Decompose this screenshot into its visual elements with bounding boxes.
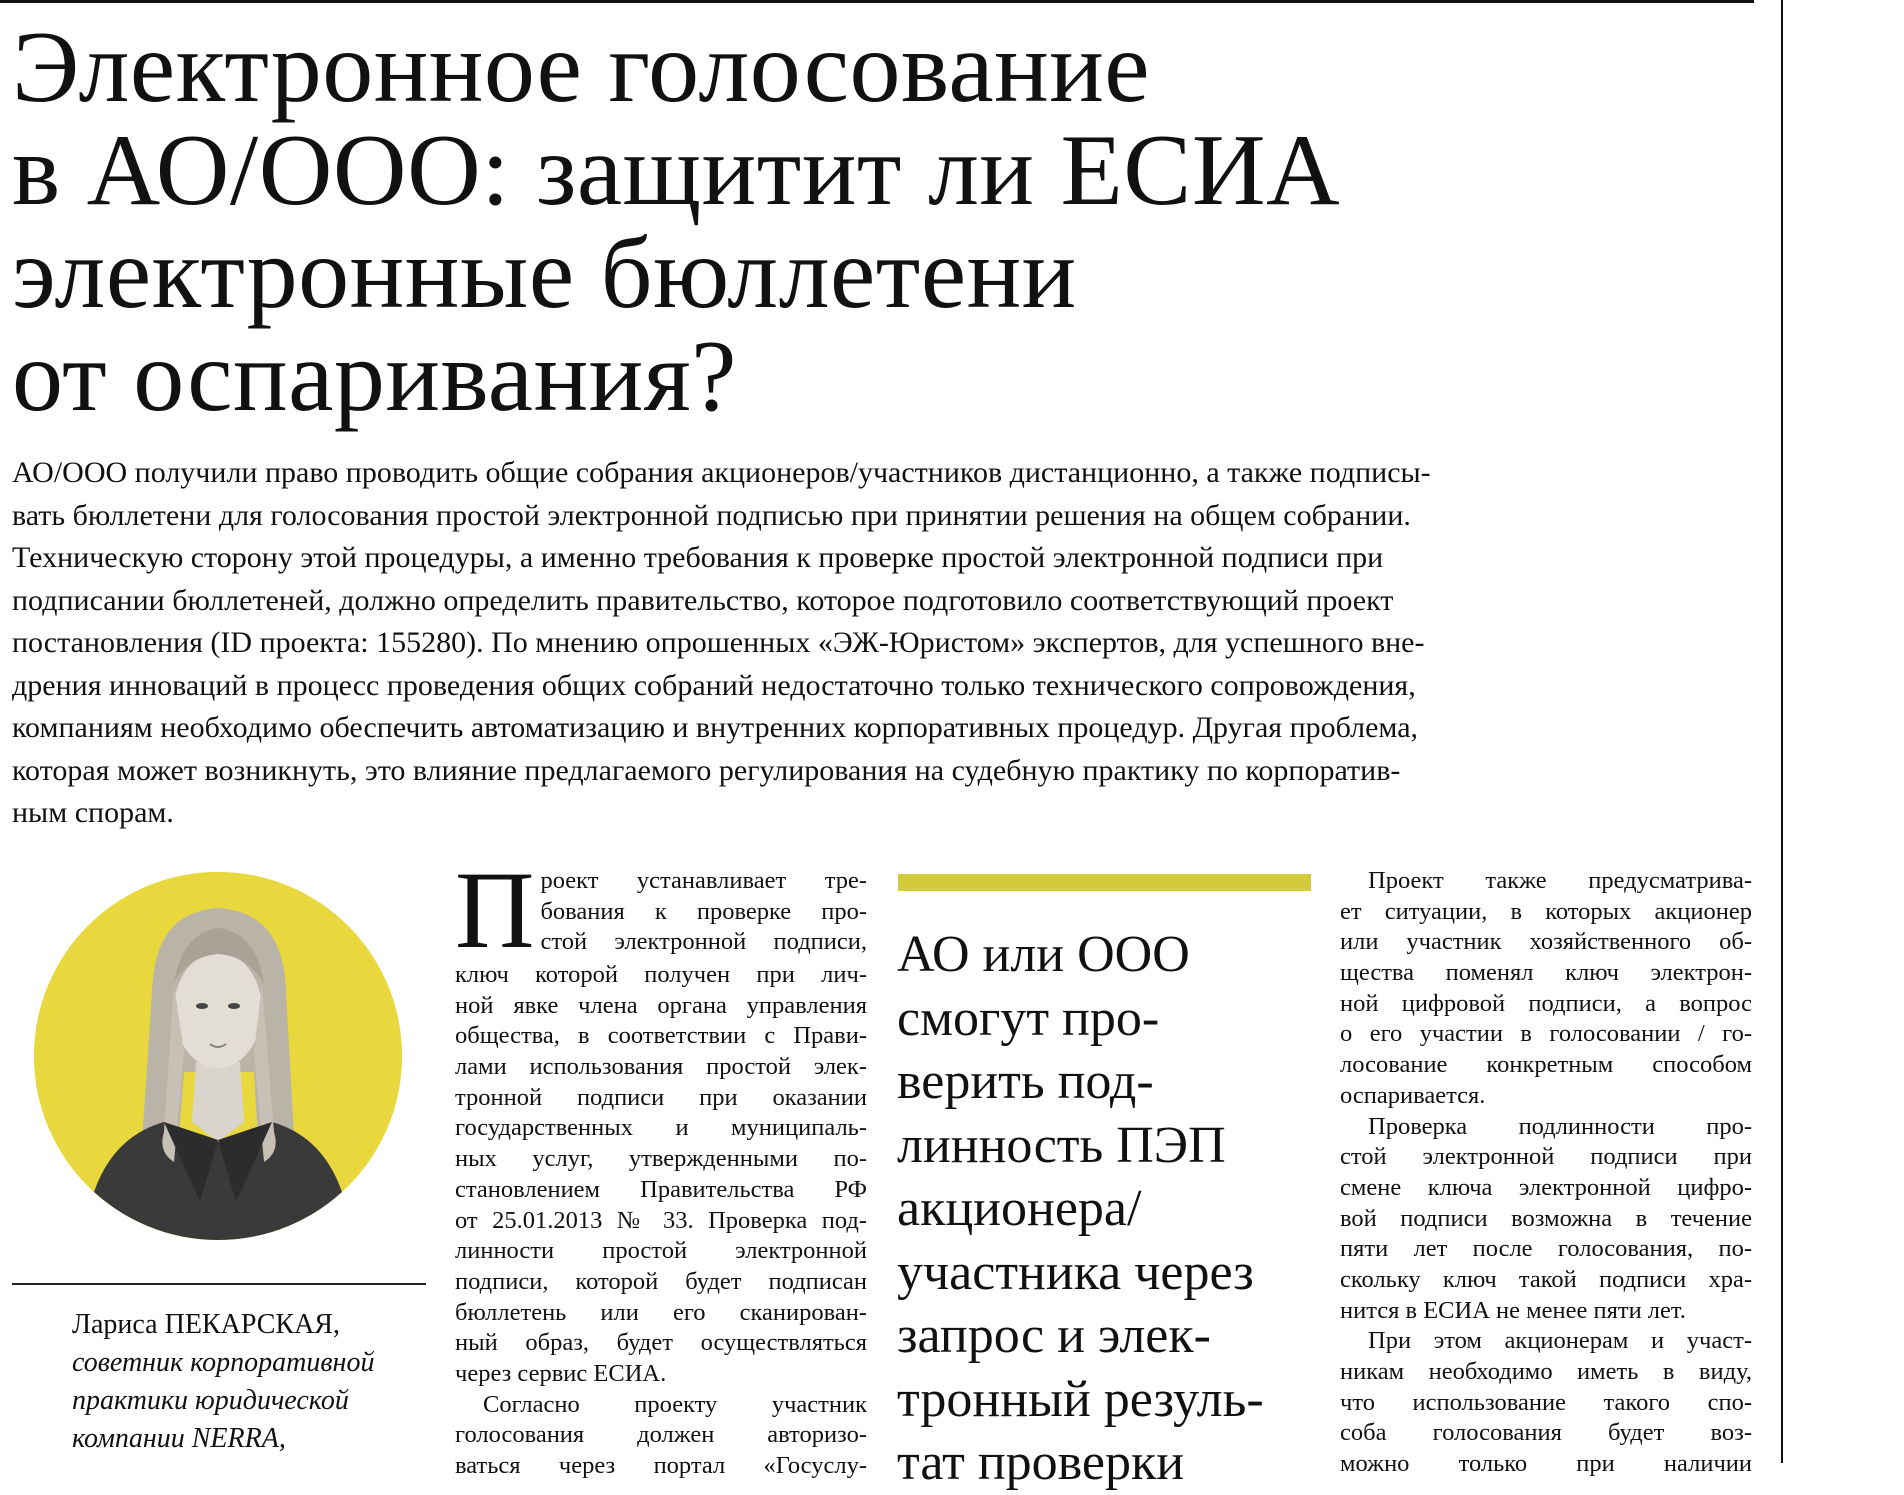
lede-line: Техническую сторону этой процедуры, а именно требования к проверке простой электронной подписи при bbox=[12, 541, 1384, 574]
column-line: ных услуг, утвержденными по- bbox=[455, 1145, 867, 1173]
column-line: становлением Правительства РФ bbox=[455, 1175, 867, 1203]
column-line: через сервис ЕСИА. bbox=[455, 1359, 667, 1387]
column-line: стой электронной подписи, bbox=[540, 928, 867, 956]
column-line: ный образ, будет осуществляться bbox=[455, 1329, 867, 1357]
pullquote-line: акционера/ bbox=[897, 1180, 1142, 1237]
article-column-right bbox=[1340, 866, 1752, 1480]
pullquote-line: верить под- bbox=[897, 1053, 1154, 1110]
column-line: голосования должен авторизо- bbox=[455, 1421, 867, 1449]
pullquote-line: тат проверки bbox=[897, 1434, 1185, 1491]
column-line: или участник хозяйственного об- bbox=[1340, 928, 1752, 956]
drop-cap: П bbox=[455, 849, 535, 971]
column-line: общества, в соответствии с Прави- bbox=[455, 1022, 867, 1050]
lede-line: вать бюллетени для голосования простой электронной подписью при принятии решения на общем собрании. bbox=[12, 498, 1411, 532]
column-line: государственных и муниципаль- bbox=[455, 1114, 867, 1142]
lede-line: АО/ООО получили право проводить общие собрания акционеров/участников дистанционно, а также подписы- bbox=[12, 456, 1431, 489]
column-line: лами использования простой элек- bbox=[455, 1053, 867, 1081]
headline-line: Электронное голосование bbox=[12, 11, 1151, 124]
page-edge-rule bbox=[1781, 0, 1783, 1463]
expert-role-line: советник корпоративной bbox=[72, 1347, 375, 1378]
column-line: бования к проверке про- bbox=[540, 897, 867, 925]
column-line: Проект также предусматрива- bbox=[1368, 867, 1752, 894]
headline-line: электронные бюллетени bbox=[12, 217, 1077, 330]
column-line: Проверка подлинности про- bbox=[1368, 1112, 1752, 1140]
expert-caption bbox=[72, 1306, 432, 1458]
column-line: стой электронной подписи при bbox=[1340, 1143, 1752, 1171]
column-line: скольку ключ такой подписи хра- bbox=[1340, 1265, 1752, 1293]
column-line: ной явке члена органа управления bbox=[455, 991, 867, 1019]
pullquote bbox=[897, 923, 1327, 1495]
column-line: о его участии в голосовании / го- bbox=[1340, 1020, 1752, 1048]
article-lede bbox=[12, 452, 1757, 835]
column-line: что использование такого спо- bbox=[1340, 1388, 1752, 1416]
article-headline bbox=[12, 11, 1712, 433]
pullquote-line: смогут про- bbox=[897, 989, 1160, 1047]
column-line: ет ситуации, в которых акционер bbox=[1340, 897, 1752, 925]
column-line: бюллетень или его сканирован- bbox=[455, 1298, 867, 1326]
expert-name: Лариса ПЕКАРСКАЯ, bbox=[72, 1309, 340, 1340]
lede-line: подписании бюллетеней, должно определить правительство, которое подготовило соответствующий проект bbox=[12, 583, 1394, 617]
pullquote-line: запрос и элек- bbox=[897, 1307, 1211, 1364]
column-line: от 25.01.2013 № 33. Проверка под- bbox=[455, 1206, 867, 1234]
column-line: смене ключа электронной цифро- bbox=[1340, 1173, 1752, 1201]
portrait-illustration bbox=[34, 872, 402, 1240]
lede-line: которая может возникнуть, это влияние предлагаемого регулирования на судебную практику по корпоратив- bbox=[12, 753, 1401, 787]
headline-line: в АО/ООО: защитит ли ЕСИА bbox=[12, 114, 1341, 227]
headline-line: от оспаривания? bbox=[12, 320, 737, 433]
column-line: тронной подписи при оказании bbox=[455, 1083, 867, 1111]
column-line: ключ которой получен при лич- bbox=[455, 961, 867, 988]
pullquote-line: тронный резуль- bbox=[897, 1370, 1264, 1428]
column-line: подписи, которой будет подписан bbox=[455, 1267, 867, 1295]
column-line: щества поменял ключ электрон- bbox=[1340, 959, 1752, 987]
lede-line: постановления (ID проекта: 155280). По мнению опрошенных «ЭЖ-Юристом» экспертов, для успешного вне- bbox=[12, 626, 1425, 659]
column-line: соба голосования будет воз- bbox=[1340, 1419, 1752, 1447]
column-line: вой подписи возможна в течение bbox=[1340, 1204, 1752, 1232]
pullquote-line: участника через bbox=[897, 1243, 1254, 1301]
pullquote-accent-bar bbox=[898, 874, 1311, 891]
column-line: ной цифровой подписи, а вопрос bbox=[1340, 989, 1752, 1017]
lede-line: ным спорам. bbox=[12, 796, 174, 829]
lede-line: дрения инноваций в процесс проведения общих собраний недостаточно только технического сопровождения, bbox=[12, 668, 1416, 702]
column-line: можно только при наличии bbox=[1340, 1450, 1752, 1478]
top-rule bbox=[0, 0, 1754, 3]
column-line: оспаривается. bbox=[1340, 1081, 1486, 1109]
column-line: ваться через портал «Госуслу- bbox=[455, 1452, 867, 1479]
column-line: роект устанавливает тре- bbox=[540, 867, 867, 894]
column-line: Согласно проекту участник bbox=[483, 1390, 867, 1418]
expert-photo bbox=[34, 872, 402, 1240]
column-line: лосование конкретным способом bbox=[1340, 1051, 1752, 1079]
article-column-middle bbox=[455, 849, 867, 1482]
caption-rule bbox=[12, 1283, 426, 1285]
expert-role-line: компании NERRA, bbox=[72, 1423, 286, 1454]
column-line: линности простой электронной bbox=[455, 1237, 867, 1265]
column-line: пяти лет после голосования, по- bbox=[1340, 1235, 1752, 1263]
lede-line: компаниям необходимо обеспечить автоматизацию и внутренних корпоративных процедур. Другая проблема, bbox=[12, 711, 1419, 744]
pullquote-line: АО или ООО bbox=[897, 926, 1190, 983]
expert-role-line: практики юридической bbox=[72, 1385, 349, 1416]
column-line: При этом акционерам и участ- bbox=[1368, 1327, 1752, 1355]
column-line: нится в ЕСИА не менее пяти лет. bbox=[1340, 1296, 1686, 1324]
pullquote-line: линность ПЭП bbox=[897, 1116, 1226, 1174]
column-line: никам необходимо иметь в виду, bbox=[1340, 1358, 1752, 1385]
